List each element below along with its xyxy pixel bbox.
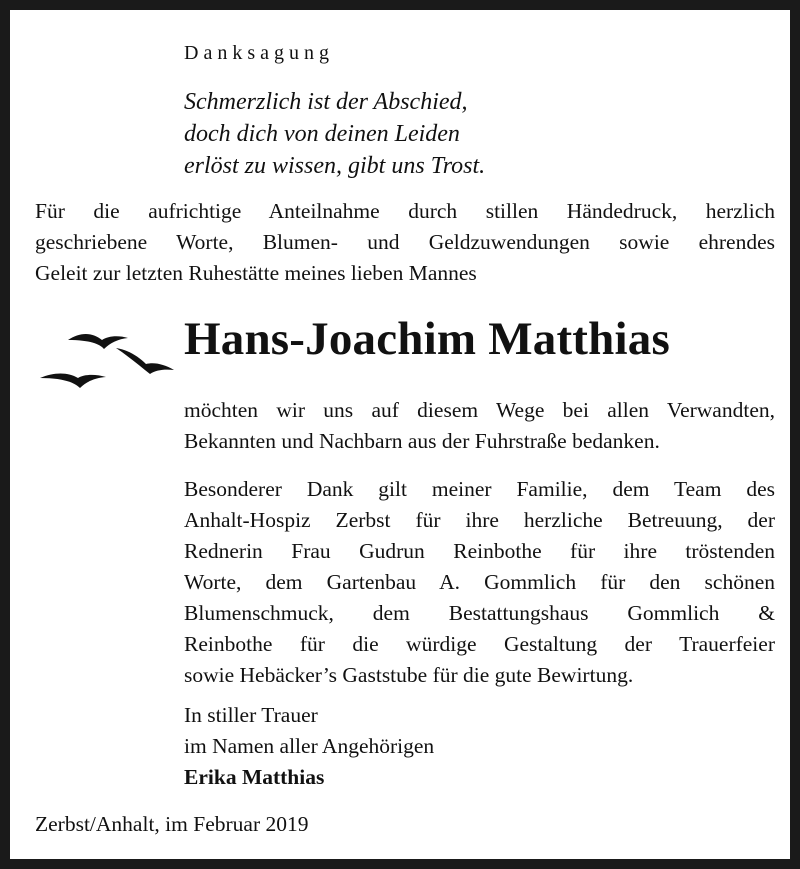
bird-shape [116,348,174,374]
flying-birds-icon [28,322,188,392]
poem-line: erlöst zu wissen, gibt uns Trost. [184,153,486,179]
poem-line: Schmerzlich ist der Abschied, [184,89,468,115]
signoff-line: In stiller Trauer [184,703,318,727]
signer-name: Erika Matthias [184,765,325,789]
intro-line: geschriebene Worte, Blumen- und Geldzuwendungen sowie ehrendes [35,230,775,254]
signoff [184,700,434,793]
intro-text [35,196,775,289]
special-thanks-paragraph [184,474,775,691]
paragraph-line: sowie Hebäcker’s Gaststube für die gute Bewirtung. [184,663,634,687]
paragraph-line: Rednerin Frau Gudrun Reinbothe für ihre tröstenden [184,539,775,563]
place-and-date: Zerbst/Anhalt, im Februar 2019 [35,812,309,836]
poem-line: doch dich von deinen Leiden [184,121,460,147]
paragraph-line: Bekannten und Nachbarn aus der Fuhrstraße bedanken. [184,429,660,453]
paragraph-line: Blumenschmuck, dem Bestattungshaus Gommlich & [184,601,775,625]
notice-heading: Danksagung [184,42,334,64]
deceased-name: Hans-Joachim Matthias [184,313,670,365]
intro-line: Geleit zur letzten Ruhestätte meines lieben Mannes [35,261,477,285]
bird-shape [68,334,128,349]
paragraph-line: Worte, dem Gartenbau A. Gommlich für den schönen [184,570,775,594]
intro-line: Für die aufrichtige Anteilnahme durch stillen Händedruck, herzlich [35,199,775,223]
bird-shape [40,374,106,389]
signoff-line: im Namen aller Angehörigen [184,734,435,758]
paragraph-line: Besonderer Dank gilt meiner Familie, dem Team des [184,477,775,501]
paragraph-line: möchten wir uns auf diesem Wege bei allen Verwandten, [184,398,775,422]
poem [184,86,485,182]
paragraph-line: Reinbothe für die würdige Gestaltung der Trauerfeier [184,632,775,656]
thanks-paragraph [184,395,775,457]
paragraph-line: Anhalt-Hospiz Zerbst für ihre herzliche Betreuung, der [184,508,775,532]
